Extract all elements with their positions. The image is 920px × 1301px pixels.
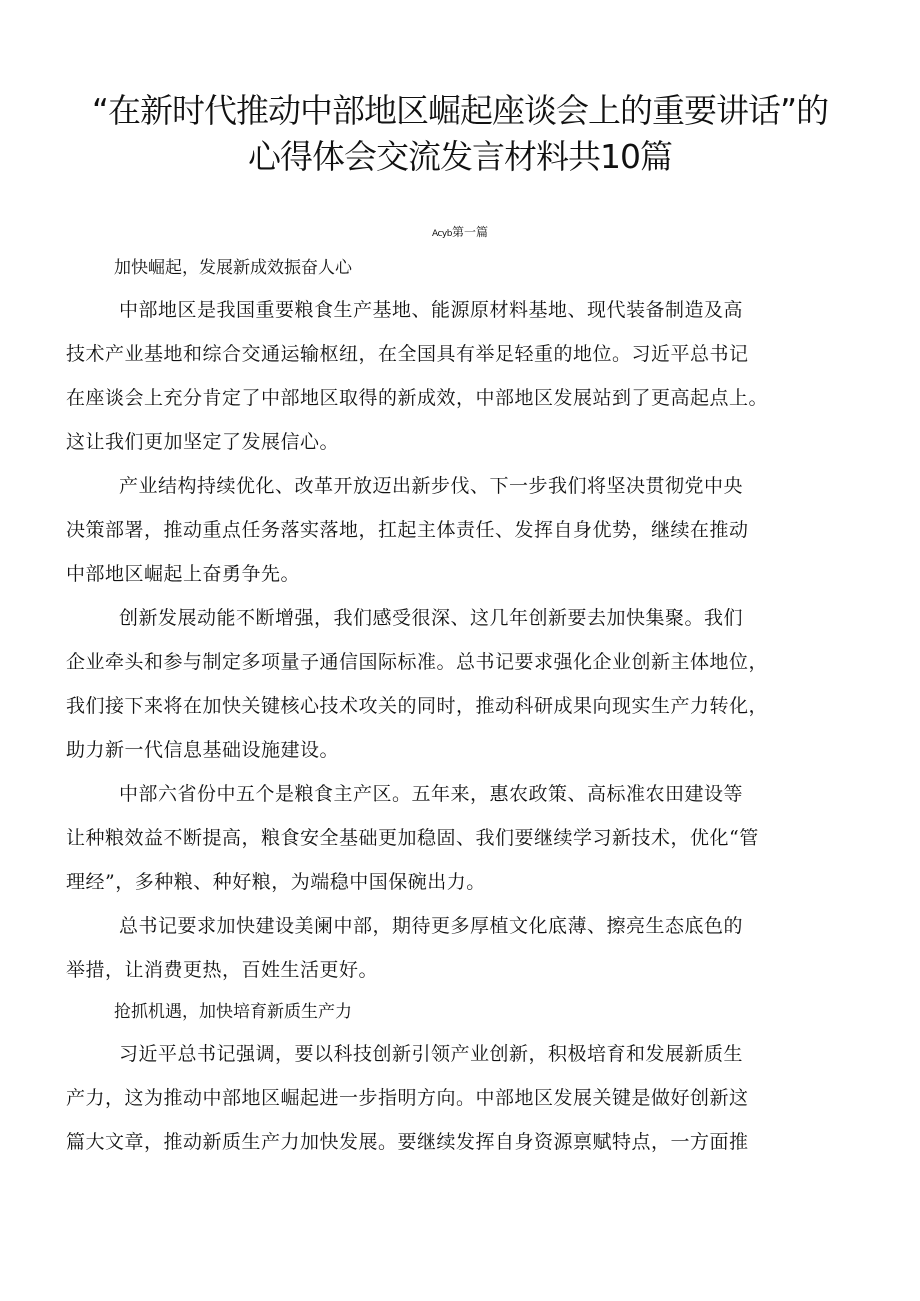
document-title xyxy=(40,88,880,180)
section-label-text: 第一篇 xyxy=(451,225,488,239)
section-mark: Acyb xyxy=(431,229,452,239)
paragraph-line: 助力新一代信息基础设施建设。 xyxy=(66,739,340,761)
paragraph-line: 让种粮效益不断提高，粮食安全基础更加稳固、我们要继续学习新技术，优化“管 xyxy=(66,827,759,849)
title-line-2: 心得体会交流发言材料共10篇 xyxy=(248,137,672,176)
paragraph-line: 中部地区崛起上奋勇争先。 xyxy=(66,563,301,585)
paragraph-line: 习近平总书记强调，要以科技创新引领产业创新，积极培育和发展新质生 xyxy=(119,1043,744,1065)
section-label xyxy=(0,224,920,242)
paragraph-line: 在座谈会上充分肯定了中部地区取得的新成效，中部地区发展站到了更高起点上。 xyxy=(66,387,769,409)
paragraph-line: 我们接下来将在加快关键核心技术攻关的同时，推动科研成果向现实生产力转化， xyxy=(66,695,769,717)
section-heading: 抢抓机遇，加快培育新质生产力 xyxy=(114,1002,352,1022)
paragraph xyxy=(66,288,878,464)
document-body xyxy=(66,248,878,1164)
section-heading: 加快崛起，发展新成效振奋人心 xyxy=(114,258,352,278)
paragraph-line: 产业结构持续优化、改革开放迈出新步伐、下一步我们将坚决贯彻党中央 xyxy=(119,475,744,497)
paragraph-line: 企业牵头和参与制定多项量子通信国际标准。总书记要求强化企业创新主体地位， xyxy=(66,651,769,673)
paragraph xyxy=(66,1032,878,1164)
paragraph xyxy=(66,904,878,992)
paragraph-line: 举措，让消费更热，百姓生活更好。 xyxy=(66,959,379,981)
paragraph-line: 中部地区是我国重要粮食生产基地、能源原材料基地、现代装备制造及高 xyxy=(119,299,744,321)
paragraph-line: 技术产业基地和综合交通运输枢纽，在全国具有举足轻重的地位。习近平总书记 xyxy=(66,343,749,365)
paragraph xyxy=(66,464,878,596)
paragraph xyxy=(66,772,878,904)
title-line-1: “在新时代推动中部地区崛起座谈会上的重要讲话”的 xyxy=(91,91,829,130)
paragraph-line: 中部六省份中五个是粮食主产区。五年来，惠农政策、高标准农田建设等 xyxy=(119,783,744,805)
paragraph-line: 这让我们更加坚定了发展信心。 xyxy=(66,431,340,453)
paragraph xyxy=(66,596,878,772)
paragraph-line: 决策部署，推动重点任务落实落地，扛起主体责任、发挥自身优势，继续在推动 xyxy=(66,519,749,541)
paragraph-line: 产力，这为推动中部地区崛起进一步指明方向。中部地区发展关键是做好创新这 xyxy=(66,1087,749,1109)
paragraph-line: 创新发展动能不断增强，我们感受很深、这几年创新要去加快集聚。我们 xyxy=(119,607,744,629)
paragraph-line: 总书记要求加快建设美阑中部，期待更多厚植文化底薄、擦亮生态底色的 xyxy=(119,915,744,937)
paragraph-line: 篇大文章，推动新质生产力加快发展。要继续发挥自身资源禀赋特点，一方面推 xyxy=(66,1131,749,1153)
paragraph-line: 理经”，多种粮、种好粮，为端稳中国保碗出力。 xyxy=(66,871,486,893)
